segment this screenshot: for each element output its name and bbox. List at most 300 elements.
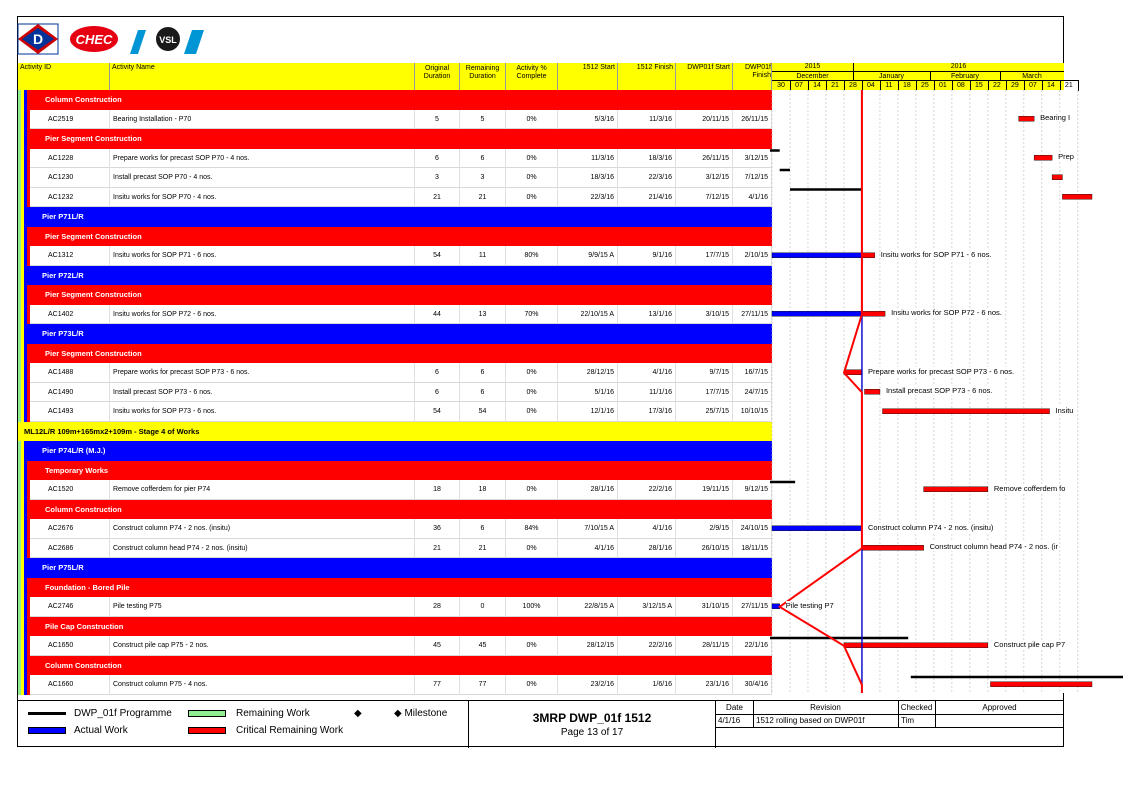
month-january: January <box>853 71 931 81</box>
cell-f1512: 13/1/16 <box>618 305 676 325</box>
header-dwp01f-finish[interactable]: DWP01f Finish <box>733 63 772 90</box>
legend-remaining: Remaining Work <box>236 708 310 719</box>
group-stripe <box>27 402 30 422</box>
table-row[interactable] <box>18 636 772 656</box>
week-label: 30 <box>772 80 791 91</box>
cell-f1512: 28/1/16 <box>618 539 676 559</box>
cell-rem: 0 <box>460 597 506 617</box>
cell-s1512: 5/3/16 <box>558 110 618 130</box>
cell-sdwp: 9/7/15 <box>676 363 733 383</box>
cell-f1512: 4/1/16 <box>618 519 676 539</box>
pier-band[interactable] <box>18 441 772 461</box>
rev-header-revision: Revision <box>810 703 841 712</box>
cell-pct: 84% <box>506 519 558 539</box>
group-stripe <box>24 129 27 149</box>
critical-bar <box>1052 175 1062 180</box>
cell-fdwp: 16/7/15 <box>733 363 772 383</box>
bar-label: Prepare works for precast SOP P73 - 6 nos. <box>867 366 1015 376</box>
cell-s1512: 28/12/15 <box>558 636 618 656</box>
cell-id: AC2746 <box>18 597 110 617</box>
critical-swatch <box>188 727 226 734</box>
group-stripe <box>27 305 30 325</box>
week-label: 04 <box>862 80 881 91</box>
cell-pct: 0% <box>506 383 558 403</box>
vsl-logo <box>130 27 204 54</box>
group-stripe <box>27 539 30 559</box>
cell-name: Construct column head P74 - 2 nos. (insitu) <box>110 539 415 559</box>
group-stripe <box>21 266 24 286</box>
cell-pct: 70% <box>506 305 558 325</box>
actual-bar <box>772 604 780 609</box>
cell-pct: 0% <box>506 149 558 169</box>
critical-bar <box>865 389 880 394</box>
month-march: March <box>1000 71 1064 81</box>
cell-orig: 18 <box>415 480 460 500</box>
cell-pct: 0% <box>506 636 558 656</box>
cell-orig: 54 <box>415 402 460 422</box>
cell-pct: 0% <box>506 675 558 695</box>
group-stripe <box>27 246 30 266</box>
cell-rem: 3 <box>460 168 506 188</box>
cell-orig: 44 <box>415 305 460 325</box>
cell-sdwp: 23/1/16 <box>676 675 733 695</box>
section-band[interactable] <box>18 285 772 305</box>
header-original-duration[interactable]: Original Duration <box>415 63 460 90</box>
cell-fdwp: 3/12/15 <box>733 149 772 169</box>
section-band[interactable] <box>18 344 772 364</box>
rev-date: 4/1/16 <box>718 716 741 725</box>
band-label: Pier Segment Construction <box>45 134 142 143</box>
milestone-icon: ◆ <box>354 708 362 719</box>
cell-name: Construct pile cap P75 - 2 nos. <box>110 636 415 656</box>
group-stripe <box>27 149 30 169</box>
cell-orig: 21 <box>415 539 460 559</box>
group-stripe <box>24 500 27 520</box>
section-band[interactable] <box>18 578 772 598</box>
stage-band[interactable] <box>18 422 772 442</box>
timescale-header <box>772 63 1073 91</box>
bar-label: Construct column P74 - 2 nos. (insitu) <box>867 522 994 532</box>
table-row[interactable] <box>18 480 772 500</box>
cell-name: Prepare works for precast SOP P73 - 6 nos. <box>110 363 415 383</box>
cell-fdwp: 22/1/16 <box>733 636 772 656</box>
critical-bar <box>1019 116 1034 121</box>
band-label: Pier P75L/R <box>42 563 84 572</box>
table-row[interactable] <box>18 149 772 169</box>
bar-label: Remove cofferdem fo <box>993 483 1066 493</box>
header-remaining-duration[interactable]: Remaining Duration <box>460 63 506 90</box>
cell-orig: 77 <box>415 675 460 695</box>
header-dwp01f-start[interactable]: DWP01f Start <box>676 63 733 90</box>
group-stripe <box>24 285 27 305</box>
band-label: Column Construction <box>45 95 122 104</box>
cell-s1512: 28/1/16 <box>558 480 618 500</box>
legend-actual: Actual Work <box>74 725 128 736</box>
month-december: December <box>772 71 854 81</box>
cell-id: AC1232 <box>18 188 110 208</box>
cell-orig: 6 <box>415 363 460 383</box>
cell-rem: 21 <box>460 539 506 559</box>
group-stripe <box>21 207 24 227</box>
cell-id: AC1520 <box>18 480 110 500</box>
group-stripe <box>24 656 27 676</box>
cell-fdwp: 4/1/16 <box>733 188 772 208</box>
header-activity-name[interactable]: Activity Name <box>110 63 415 90</box>
cell-pct: 0% <box>506 402 558 422</box>
cell-sdwp: 7/12/15 <box>676 188 733 208</box>
cell-pct: 80% <box>506 246 558 266</box>
critical-bar <box>990 682 1092 687</box>
band-label: Column Construction <box>45 504 122 514</box>
cell-fdwp: 24/7/15 <box>733 383 772 403</box>
week-label: 21 <box>1060 80 1079 91</box>
rev-header-date: Date <box>726 703 743 712</box>
actual-bar <box>772 253 862 258</box>
cell-orig: 36 <box>415 519 460 539</box>
baseline-bar <box>770 149 780 152</box>
cell-sdwp: 25/7/15 <box>676 402 733 422</box>
cell-f1512: 18/3/16 <box>618 149 676 169</box>
cell-sdwp: 3/12/15 <box>676 168 733 188</box>
group-stripe <box>24 578 27 598</box>
cell-rem: 21 <box>460 188 506 208</box>
cell-rem: 6 <box>460 519 506 539</box>
cell-id: AC1230 <box>18 168 110 188</box>
cell-fdwp: 30/4/16 <box>733 675 772 695</box>
cell-id: AC2676 <box>18 519 110 539</box>
cell-name: Bearing Installation - P70 <box>110 110 415 130</box>
cell-f1512: 22/2/16 <box>618 636 676 656</box>
week-label: 14 <box>1042 80 1061 91</box>
cell-name: Insitu works for SOP P72 - 6 nos. <box>110 305 415 325</box>
critical-bar <box>862 253 875 258</box>
week-label: 25 <box>916 80 935 91</box>
cell-sdwp: 17/7/15 <box>676 246 733 266</box>
group-stripe <box>27 519 30 539</box>
cell-sdwp: 31/10/15 <box>676 597 733 617</box>
group-stripe <box>24 461 27 481</box>
cell-fdwp: 18/11/15 <box>733 539 772 559</box>
critical-bar <box>1034 155 1052 160</box>
legend-critical: Critical Remaining Work <box>236 725 344 736</box>
table-row[interactable] <box>18 363 772 383</box>
band-label: Pier P74L/R (M.J.) <box>42 446 106 455</box>
group-stripe <box>27 597 30 617</box>
cell-name: Pile testing P75 <box>110 597 415 617</box>
cell-pct: 0% <box>506 480 558 500</box>
cell-orig: 21 <box>415 188 460 208</box>
legend-programme: DWP_01f Programme <box>74 708 172 719</box>
cell-id: AC2686 <box>18 539 110 559</box>
cell-rem: 45 <box>460 636 506 656</box>
header-1512-start[interactable]: 1512 Start <box>558 63 618 90</box>
group-stripe <box>21 324 24 344</box>
cell-s1512: 22/3/16 <box>558 188 618 208</box>
cell-id: AC1488 <box>18 363 110 383</box>
cell-sdwp: 3/10/15 <box>676 305 733 325</box>
table-header <box>18 63 772 91</box>
baseline-bar <box>790 188 862 191</box>
remaining-swatch <box>188 710 226 717</box>
cell-pct: 0% <box>506 363 558 383</box>
rev-checked: Tim <box>901 716 915 725</box>
cell-orig: 6 <box>415 149 460 169</box>
cell-id: AC1493 <box>18 402 110 422</box>
section-band[interactable] <box>18 90 772 110</box>
svg-text:D: D <box>32 31 44 47</box>
baseline-bar <box>911 676 1123 679</box>
group-stripe <box>27 363 30 383</box>
cell-f1512: 11/1/16 <box>618 383 676 403</box>
cell-s1512: 28/12/15 <box>558 363 618 383</box>
week-label: 01 <box>934 80 953 91</box>
header-activity-complete[interactable]: Activity % Complete <box>506 63 558 90</box>
cell-s1512: 22/8/15 A <box>558 597 618 617</box>
legend-milestone: ◆ Milestone <box>394 708 448 719</box>
bar-label: Insitu works for SOP P72 - 6 nos. <box>891 308 1002 318</box>
cell-orig: 54 <box>415 246 460 266</box>
cell-id: AC1490 <box>18 383 110 403</box>
table-row[interactable] <box>18 539 772 559</box>
cell-s1512: 18/3/16 <box>558 168 618 188</box>
group-stripe <box>27 168 30 188</box>
group-stripe <box>27 675 30 695</box>
cell-fdwp: 27/11/15 <box>733 305 772 325</box>
cell-s1512: 5/1/16 <box>558 383 618 403</box>
week-label: 28 <box>844 80 863 91</box>
section-band[interactable] <box>18 461 772 481</box>
rev-text: 1512 rolling based on DWP01f <box>756 716 865 725</box>
cell-rem: 6 <box>460 149 506 169</box>
cell-name: Insitu works for SOP P73 - 6 nos. <box>110 402 415 422</box>
page-number: Page 13 of 17 <box>560 727 624 738</box>
band-label: ML12L/R 109m+165mx2+109m - Stage 4 of Works <box>24 426 200 436</box>
band-label: Pier P72L/R <box>42 270 84 280</box>
cell-name: Construct column P75 - 4 nos. <box>110 675 415 695</box>
band-label: Pier P73L/R <box>42 329 84 338</box>
baseline-bar <box>770 637 908 640</box>
cell-pct: 0% <box>506 188 558 208</box>
week-label: 11 <box>880 80 899 91</box>
revision-table <box>716 701 1064 748</box>
pier-band[interactable] <box>18 324 772 344</box>
group-stripe <box>24 90 27 110</box>
group-stripe <box>27 110 30 130</box>
band-label: Foundation - Bored Pile <box>45 582 130 592</box>
band-label: Pier Segment Construction <box>45 348 142 358</box>
cell-s1512: 23/2/16 <box>558 675 618 695</box>
baseline-bar <box>770 481 795 484</box>
section-band[interactable] <box>18 227 772 247</box>
cell-fdwp: 10/10/15 <box>733 402 772 422</box>
bar-label: Bearing I <box>1040 113 1071 123</box>
cell-s1512: 4/1/16 <box>558 539 618 559</box>
cell-rem: 6 <box>460 363 506 383</box>
cell-fdwp: 9/12/15 <box>733 480 772 500</box>
cell-fdwp: 7/12/15 <box>733 168 772 188</box>
table-row[interactable] <box>18 168 772 188</box>
rev-header-approved: Approved <box>982 703 1017 712</box>
section-band[interactable] <box>18 500 772 520</box>
pier-band[interactable] <box>18 266 772 286</box>
cell-rem: 77 <box>460 675 506 695</box>
table-row[interactable] <box>18 383 772 403</box>
group-stripe <box>21 558 24 578</box>
cell-id: AC1312 <box>18 246 110 266</box>
band-label: Pier P71L/R <box>42 212 84 221</box>
cell-s1512: 11/3/16 <box>558 149 618 169</box>
year-2015: 2015 <box>772 63 854 71</box>
table-row[interactable] <box>18 305 772 325</box>
bar-label: Construct pile cap P7 <box>993 639 1066 649</box>
critical-bar <box>844 643 988 648</box>
week-label: 29 <box>1006 80 1025 91</box>
cell-f1512: 22/3/16 <box>618 168 676 188</box>
cell-pct: 0% <box>506 539 558 559</box>
cell-s1512: 12/1/16 <box>558 402 618 422</box>
chec-logo <box>70 26 118 52</box>
cell-name: Construct column P74 - 2 nos. (insitu) <box>110 519 415 539</box>
group-stripe <box>21 441 24 461</box>
month-february: February <box>930 71 1001 81</box>
cell-orig: 45 <box>415 636 460 656</box>
cell-rem: 18 <box>460 480 506 500</box>
cell-name: Prepare works for precast SOP P70 - 4 nos. <box>110 149 415 169</box>
year-2016: 2016 <box>950 63 967 70</box>
actual-swatch <box>28 727 66 734</box>
actual-bar <box>772 526 862 531</box>
section-band[interactable] <box>18 656 772 676</box>
svg-text:CHEC: CHEC <box>75 32 113 47</box>
critical-bar <box>883 409 1050 414</box>
section-band[interactable] <box>18 129 772 149</box>
cell-sdwp: 26/10/15 <box>676 539 733 559</box>
cell-orig: 6 <box>415 383 460 403</box>
cell-sdwp: 26/11/15 <box>676 149 733 169</box>
cell-pct: 100% <box>506 597 558 617</box>
group-stripe <box>27 188 30 208</box>
bar-label: Insitu works for SOP P71 - 6 nos. <box>880 249 992 259</box>
bar-label: Pile testing P7 <box>785 600 834 610</box>
svg-text:VSL: VSL <box>159 35 177 45</box>
cell-fdwp: 27/11/15 <box>733 597 772 617</box>
programme-swatch <box>28 712 66 715</box>
critical-bar <box>862 545 924 550</box>
cell-f1512: 22/2/16 <box>618 480 676 500</box>
week-label: 14 <box>808 80 827 91</box>
cell-s1512: 7/10/15 A <box>558 519 618 539</box>
cell-name: Insitu works for SOP P70 - 4 nos. <box>110 188 415 208</box>
group-stripe <box>27 636 30 656</box>
cell-f1512: 1/6/16 <box>618 675 676 695</box>
cell-rem: 6 <box>460 383 506 403</box>
cell-f1512: 3/12/15 A <box>618 597 676 617</box>
bar-label: Insitu <box>1055 405 1074 415</box>
cell-id: AC1402 <box>18 305 110 325</box>
cell-fdwp: 24/10/15 <box>733 519 772 539</box>
week-label: 21 <box>826 80 845 91</box>
cell-name: Install precast SOP P70 - 4 nos. <box>110 168 415 188</box>
logo-group <box>18 20 208 60</box>
header-activity-id[interactable]: Activity ID <box>18 63 110 90</box>
bar-label: Install precast SOP P73 - 6 nos. <box>885 386 993 396</box>
table-row[interactable] <box>18 246 772 266</box>
band-label: Column Construction <box>45 660 122 670</box>
table-row[interactable] <box>18 188 772 208</box>
dragages-logo <box>18 24 58 54</box>
cell-s1512: 22/10/15 A <box>558 305 618 325</box>
cell-fdwp: 26/11/15 <box>733 110 772 130</box>
table-row[interactable] <box>18 402 772 422</box>
legend-block <box>18 700 1064 748</box>
bar-label: Construct column head P74 - 2 nos. (ir <box>929 542 1059 552</box>
cell-s1512: 9/9/15 A <box>558 246 618 266</box>
cell-pct: 0% <box>506 168 558 188</box>
cell-f1512: 4/1/16 <box>618 363 676 383</box>
band-label: Pier Segment Construction <box>45 290 142 299</box>
table-row[interactable] <box>18 110 772 130</box>
band-label: Pier Segment Construction <box>45 231 142 241</box>
band-label: Pile Cap Construction <box>45 621 124 631</box>
cell-sdwp: 28/11/15 <box>676 636 733 656</box>
group-stripe <box>24 227 27 247</box>
critical-bar <box>844 370 862 375</box>
cell-name: Install precast SOP P73 - 6 nos. <box>110 383 415 403</box>
cell-name: Insitu works for SOP P71 - 6 nos. <box>110 246 415 266</box>
cell-f1512: 17/3/16 <box>618 402 676 422</box>
table-row[interactable] <box>18 675 772 695</box>
cell-rem: 5 <box>460 110 506 130</box>
baseline-bar <box>780 169 790 172</box>
cell-rem: 11 <box>460 246 506 266</box>
cell-id: AC1228 <box>18 149 110 169</box>
table-row[interactable] <box>18 597 772 617</box>
week-label: 18 <box>898 80 917 91</box>
critical-bar <box>862 311 885 316</box>
pier-band[interactable] <box>18 558 772 578</box>
cell-id: AC1650 <box>18 636 110 656</box>
cell-fdwp: 2/10/15 <box>733 246 772 266</box>
cell-sdwp: 2/9/15 <box>676 519 733 539</box>
week-label: 07 <box>790 80 809 91</box>
cell-rem: 54 <box>460 402 506 422</box>
section-band[interactable] <box>18 617 772 637</box>
cell-sdwp: 19/11/15 <box>676 480 733 500</box>
actual-bar <box>772 311 862 316</box>
group-stripe <box>27 383 30 403</box>
rev-header-checked: Checked <box>900 703 933 712</box>
cell-name: Remove cofferdem for pier P74 <box>110 480 415 500</box>
cell-pct: 0% <box>506 110 558 130</box>
cell-rem: 13 <box>460 305 506 325</box>
week-label: 08 <box>952 80 971 91</box>
cell-sdwp: 17/7/15 <box>676 383 733 403</box>
group-stripe <box>27 480 30 500</box>
cell-orig: 28 <box>415 597 460 617</box>
cell-id: AC1660 <box>18 675 110 695</box>
cell-orig: 5 <box>415 110 460 130</box>
bar-label: Prep <box>1058 152 1074 162</box>
cell-id: AC2519 <box>18 110 110 130</box>
pier-band[interactable] <box>18 207 772 227</box>
cell-orig: 3 <box>415 168 460 188</box>
critical-bar <box>1062 194 1092 199</box>
header-1512-finish[interactable]: 1512 Finish <box>618 63 676 90</box>
band-label: Temporary Works <box>45 465 109 475</box>
cell-f1512: 9/1/16 <box>618 246 676 266</box>
table-row[interactable] <box>18 519 772 539</box>
week-label: 22 <box>988 80 1007 91</box>
